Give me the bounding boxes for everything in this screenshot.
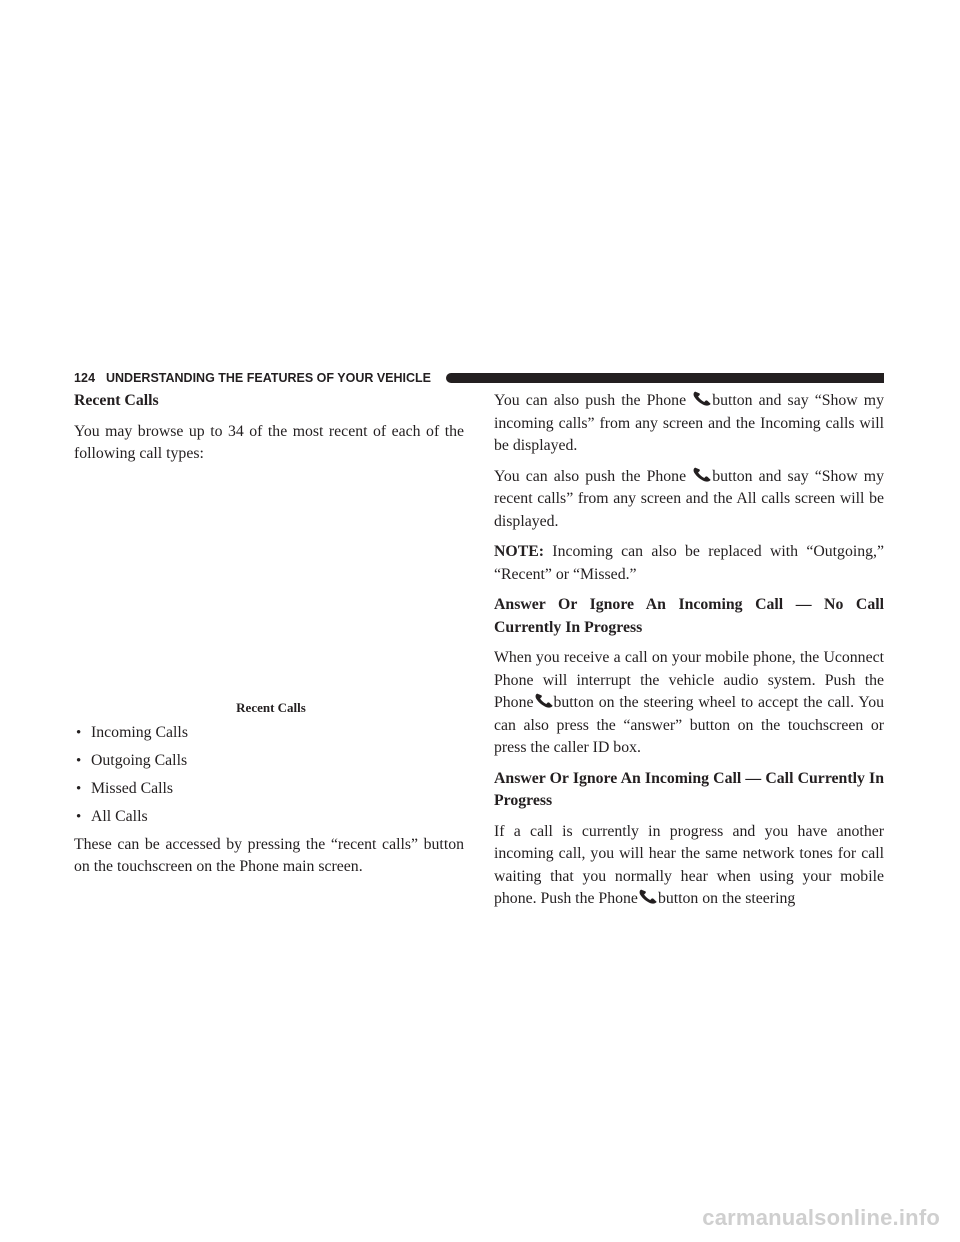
list-item-label: Incoming Calls	[91, 723, 188, 741]
list-item	[74, 806, 464, 834]
answer-call-in-progress-heading: Answer Or Ignore An Incoming Call — Call Currently In Progress	[494, 769, 884, 809]
answer-call-in-progress-paragraph	[494, 821, 884, 911]
call-types-list	[74, 722, 464, 834]
list-item-label: Missed Calls	[91, 779, 174, 797]
right-column	[494, 390, 884, 911]
list-item	[74, 722, 464, 750]
text-run: You can also push the Phone	[494, 392, 693, 409]
phone-handset-icon	[638, 889, 658, 904]
recent-calls-voice-paragraph	[494, 466, 884, 534]
note-paragraph	[494, 541, 884, 586]
page-number: 124	[74, 371, 96, 385]
phone-handset-icon	[534, 693, 554, 708]
text-run: button on the steering wheel to accept the call. You can also press the “answer” button on the touchscreen or press the caller ID box.	[494, 694, 884, 756]
recent-calls-access-text: These can be accessed by pressing the “recent calls” button on the touchscreen on the Phone main screen.	[74, 835, 464, 875]
watermark[interactable]: carmanualsonline.info	[702, 1205, 940, 1230]
list-item	[74, 778, 464, 806]
header-rule-bar	[446, 373, 884, 383]
bullet-icon: •	[76, 780, 82, 797]
text-run: If a call is currently in progress and you have another incoming call, you will hear the same network tones for call waiting that you normally hear when using your mobile phone. Push the Phone	[494, 822, 884, 907]
section-title: UNDERSTANDING THE FEATURES OF YOUR VEHICLE	[106, 371, 432, 385]
bullet-icon: •	[76, 752, 82, 769]
phone-handset-icon	[692, 391, 712, 406]
phone-handset-icon	[692, 467, 712, 482]
note-text: Incoming can also be replaced with “Outgoing,” “Recent” or “Missed.”	[494, 543, 884, 583]
page-header	[74, 370, 884, 386]
figure-caption: Recent Calls	[236, 699, 306, 715]
bullet-icon: •	[76, 724, 82, 741]
text-run: You can also push the Phone	[494, 467, 693, 485]
recent-calls-figure	[74, 466, 464, 700]
left-column	[74, 390, 464, 879]
list-item-label: All Calls	[91, 807, 148, 825]
text-run: button on the steering	[657, 890, 796, 907]
list-item	[74, 750, 464, 778]
recent-calls-intro: You may browse up to 34 of the most recent of each of the following call types:	[74, 422, 464, 462]
text-run: button and say “Show my incoming calls” from any screen and the Incoming calls will be displayed.	[494, 392, 884, 454]
note-label: NOTE:	[494, 543, 545, 560]
answer-no-call-paragraph	[494, 647, 884, 760]
answer-no-call-heading: Answer Or Ignore An Incoming Call — No Call Currently In Progress	[494, 596, 884, 636]
text-run: button and say “Show my recent calls” from any screen and the All calls screen will be displayed.	[494, 467, 884, 530]
incoming-calls-paragraph	[494, 390, 884, 458]
list-item-label: Outgoing Calls	[91, 751, 188, 769]
text-run: When you receive a call on your mobile phone, the Uconnect Phone will interrupt the vehicle audio system. Push the Phone	[494, 649, 884, 711]
recent-calls-heading: Recent Calls	[74, 392, 159, 409]
bullet-icon: •	[76, 808, 82, 825]
